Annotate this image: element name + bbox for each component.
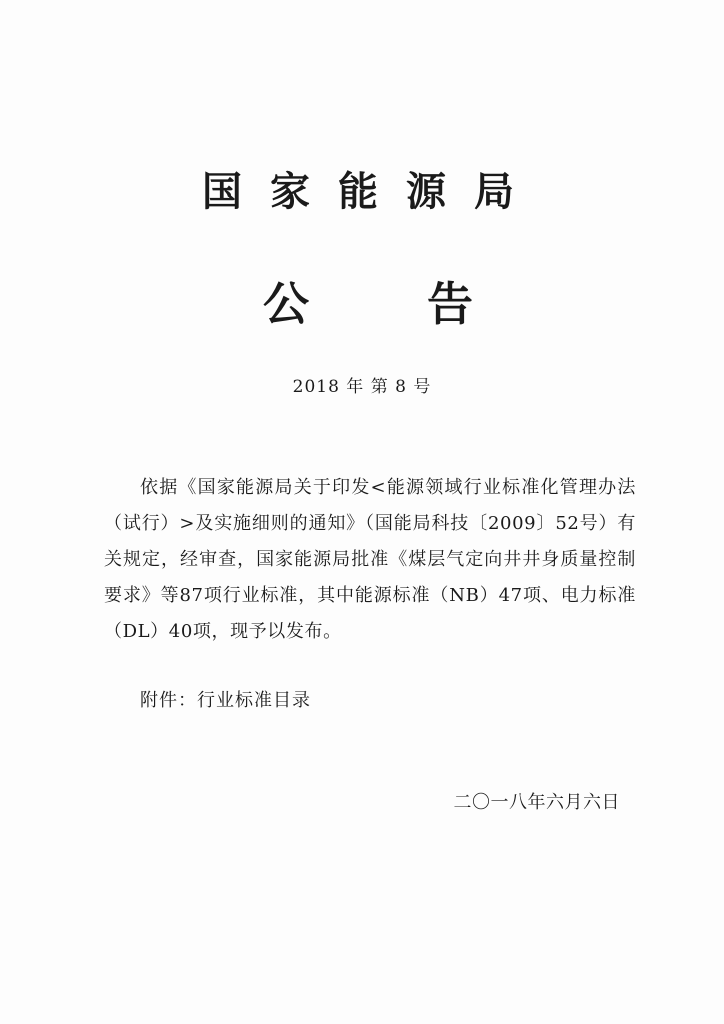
- document-type-heading: 公告: [263, 277, 591, 331]
- issue-date: 二〇一八年六月六日: [453, 792, 620, 813]
- issuer-title: 国家能源局: [202, 168, 542, 215]
- document-number: 2018 年 第 8 号: [292, 377, 432, 397]
- attachment-line: 附件：行业标准目录: [140, 690, 311, 711]
- announcement-body: 依据《国家能源局关于印发<能源领域行业标准化管理办法（试行）>及实施细则的通知》（国能局科技〔2009〕52号）有关规定，经审查，国家能源局批准《煤层气定向井井身质量控制要求》等87项行业标准，其中能源标准（NB）47项、电力标准（DL）40项，现予以发布。: [104, 477, 636, 642]
